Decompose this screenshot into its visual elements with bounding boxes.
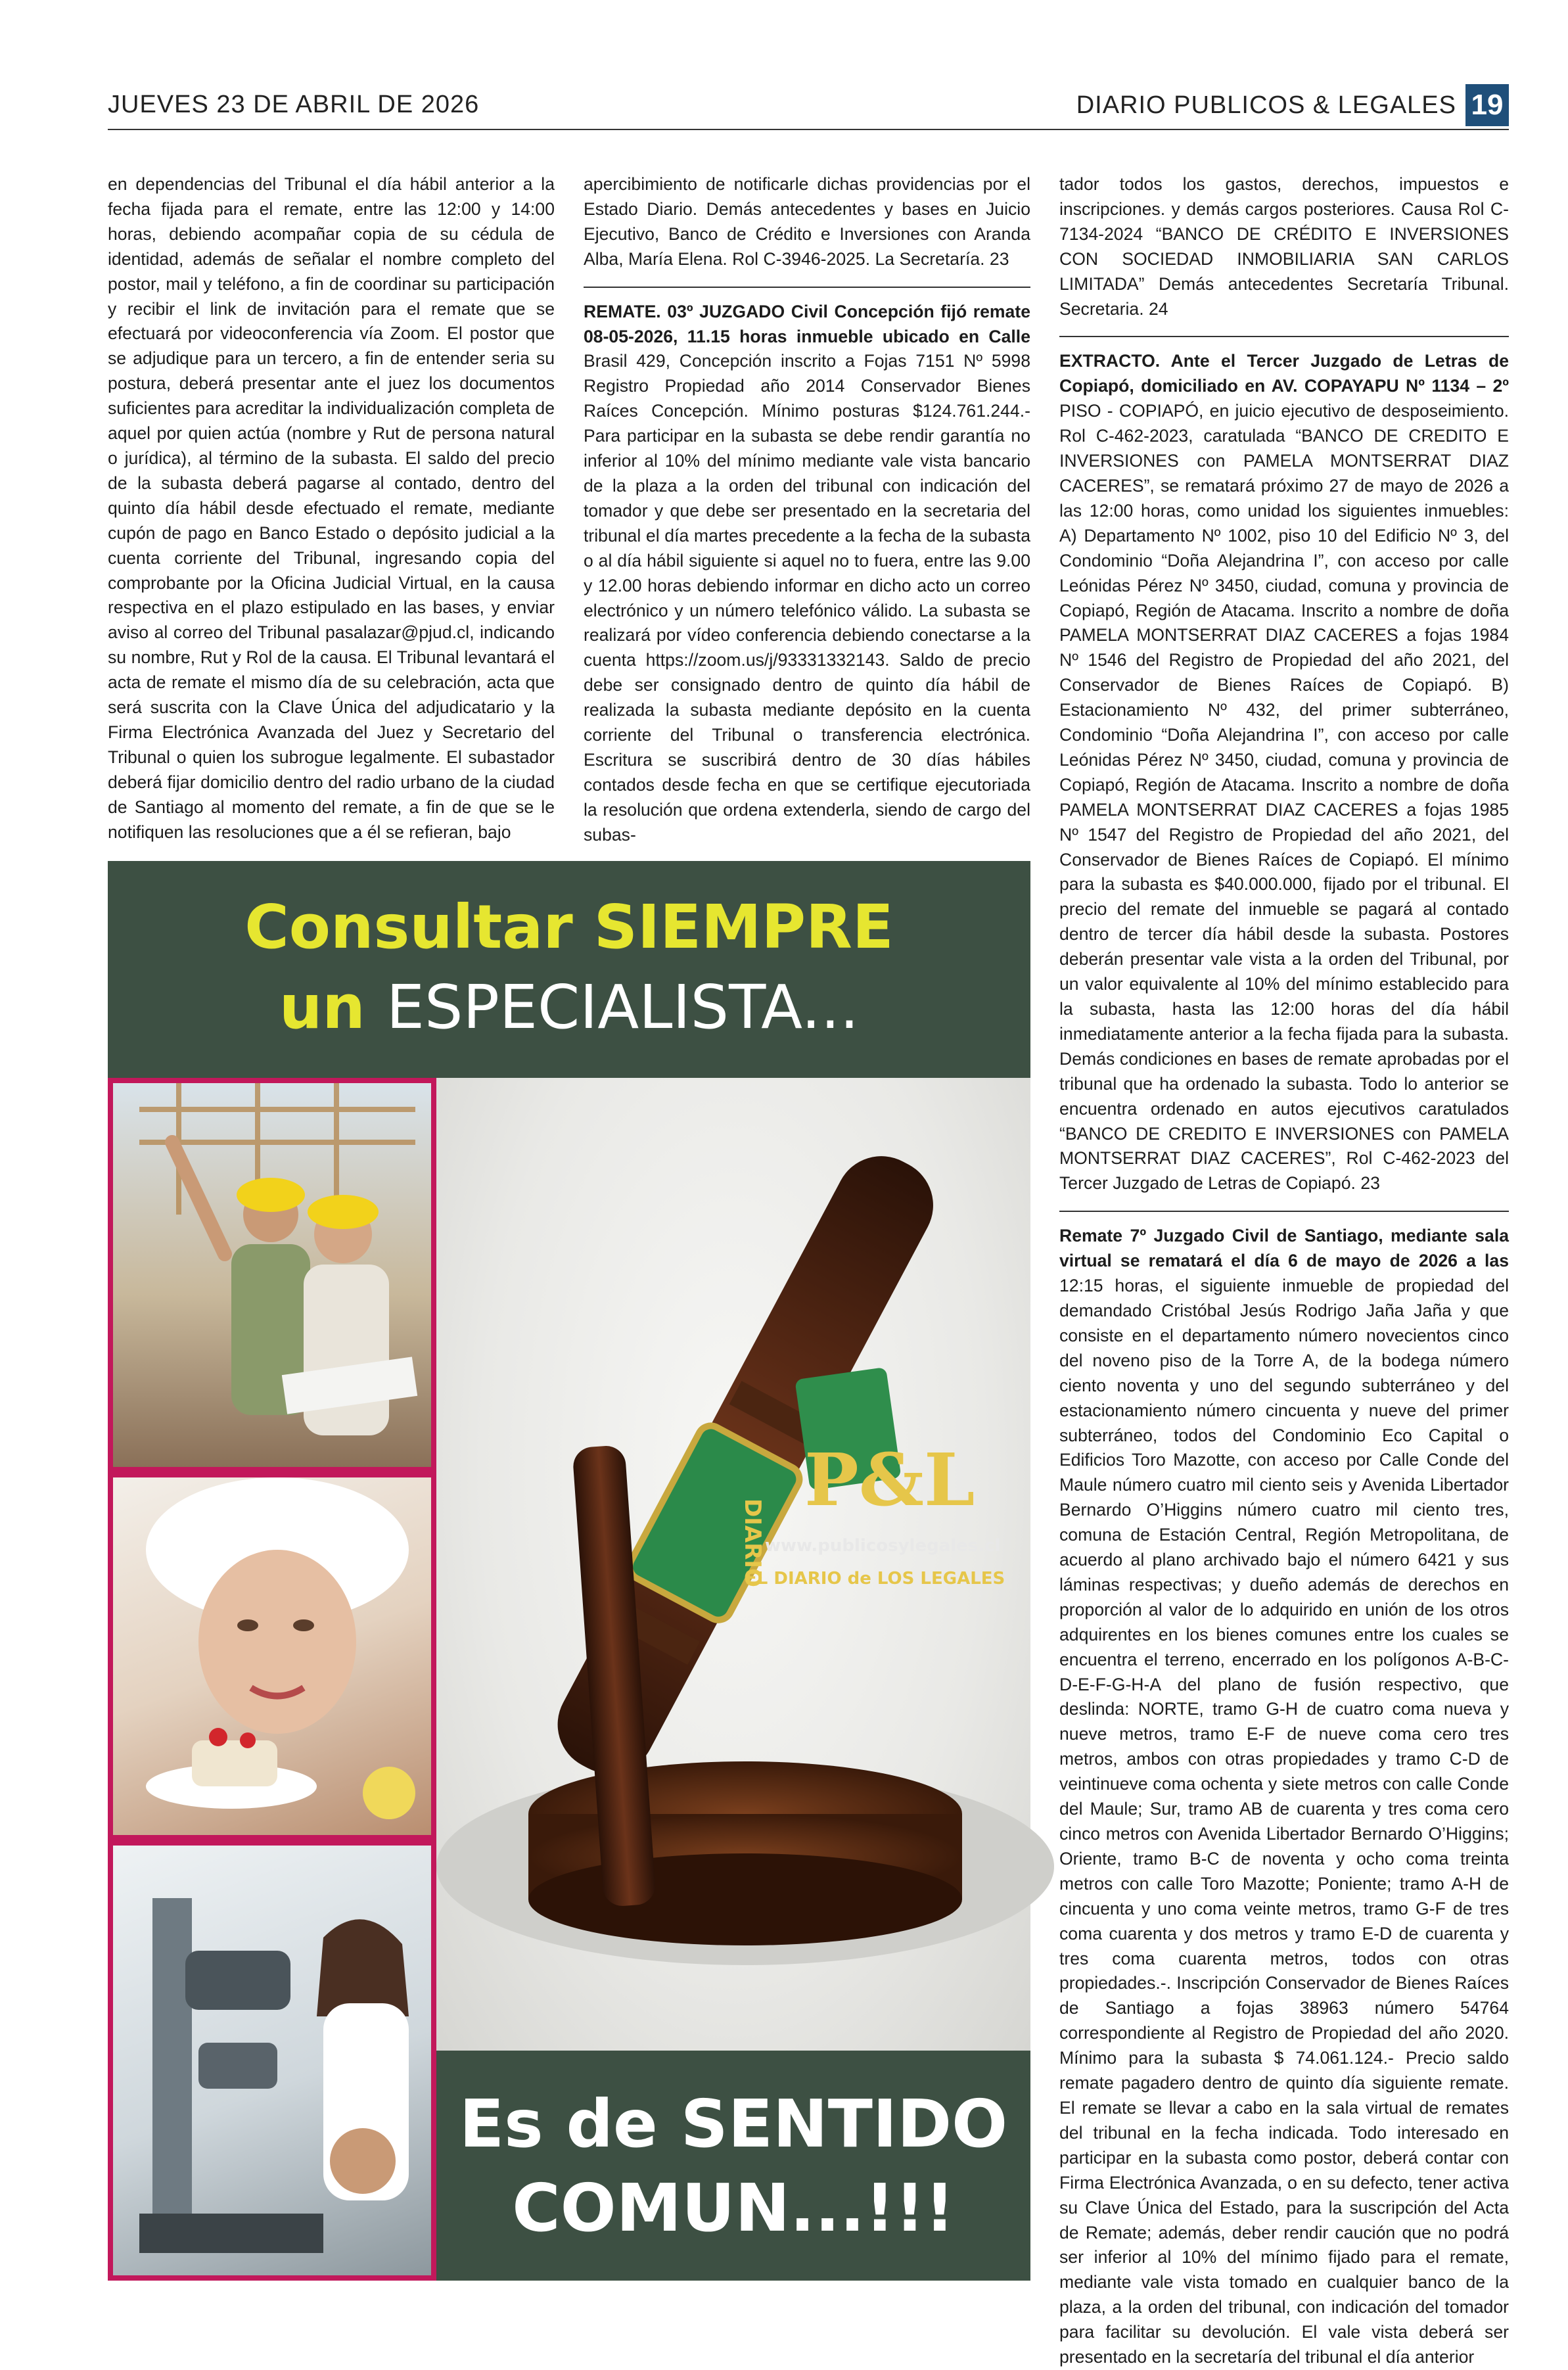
- notice-heading: REMATE. 03º JUZGADO Civil Concepción fijó remate 08-05-2026, 11.15 horas inmueble ubicado en Calle: [584, 301, 1030, 346]
- header-rule: [108, 129, 1509, 130]
- header-date: JUEVES 23 DE ABRIL DE 2026: [108, 91, 480, 118]
- column-3: [1059, 172, 1509, 2367]
- ad-slogan-line1: Es de SENTIDO: [459, 2085, 1008, 2162]
- specialist-advertisement: [108, 861, 1030, 2281]
- ad-headline-especialista: ESPECIALISTA...: [386, 972, 860, 1042]
- column-2: [584, 172, 1030, 845]
- ad-headline-line1: Consultar SIEMPRE: [244, 892, 894, 962]
- gavel-side-text: DIARIO: [739, 1499, 766, 1587]
- ad-headline: [108, 887, 1030, 1048]
- notice-body: 12:15 horas, el siguiente inmueble de propiedad del demandado Cristóbal Jesús Rodrigo Jaña Jaña y que consiste en el departamento número novecientos cinco del noveno piso de la Torre A, de la bodega número ciento noventa y uno del segundo subterráneo y del estacionamiento número cincuenta y nueve del primer subterráneo, todos del Condominio Eco Capital o Edificios Toro Mazotte, con acceso por Calle Conde del Maule número cuatro mil ciento seis y Avenida Libertador Bernardo O’Higgins número cuatro mil ciento tres, comuna de Estación Central, Región Metropolitana, de acuerdo al plano archivado bajo el número 6421 y sus láminas respectivas; y dueño además de derechos en proporción al valor de lo adquirido en unión de los otros adquirentes en los bienes comunes entre los cuales se encuentra el terreno, encerrado en los polígonos A-B-C-D-E-F-G-H-A del plano de fusión respectivo, que deslinda: NORTE, tramo G-H de cuatro coma nueva y nueve metros, tramo E-F de nueve coma cero tres metros, ambos con otras propiedades y tramo C-D de veintinueve coma ochenta y siete metros con calle Conde del Maule; Sur, tramo AB de cuarenta y tres coma cero cinco metros con Avenida Libertador Bernardo O’Higgins; Oriente, tramo B-C de noventa y ocho coma treinta metros con calle Toro Mazotte; Poniente; tramo A-H de cincuenta y uno coma veinte metros, tramo G-F de tres coma cuarenta y dos metros y tramo E-D de cuarenta y tres coma cuarenta metros, todos con otras propiedades.-. Inscripción Conservador de Bienes Raíces de Santiago a fojas 38963 número 54764 correspondiente al Registro de Propiedad del año 2020. Mínimo para la subasta $ 74.061.124.- Precio saldo remate pagadero dentro de quinto día siguiente remate. El remate se llevar a cabo en la sala virtual de remates del tribunal en la fecha indicada. Todo interesado en participar en la subasta como postor, deberá contar con Firma Electrónica Avanzada, o en su defecto, tener activa su Clave Única del Estado, para la suscripción del Acta de Remate; además, deber rendir caución que no podrá ser inferior al 10% del mínimo fijado para el remate, mediante vale vista tomado en cualquier banco de la plaza, a la orden del tribunal, con indicación del tomador para facilitar su devolución. El vale vista deberá ser presentado en la secretaría del tribunal el día anterior: [1059, 1276, 1509, 2367]
- gavel-tagline-text: EL DIARIO de LOS LEGALES: [745, 1569, 1005, 1589]
- notice-remate-santiago: [1059, 1224, 1509, 2370]
- notice-separator: [1059, 336, 1509, 337]
- column-1: [108, 172, 555, 842]
- notice-heading: EXTRACTO. Ante el Tercer Juzgado de Letras de Copiapó, domiciliado en AV. COPAYAPU Nº 1134 – 2º: [1059, 351, 1509, 396]
- publication-name: DIARIO PUBLICOS & LEGALES: [1076, 91, 1456, 119]
- photo-chef: [108, 1472, 436, 1840]
- notice-continuation-text: tador todos los gastos, derechos, impuestos e inscripciones. y demás cargos posteriores. Causa Rol C-7134-2024 “BANCO DE CRÉDITO E INVERSIONES CON SOCIEDAD INMOBILIARIA SAN CARLOS LIMITADA” Demás antecedentes Secretaría Tribunal. Secretaria. 24: [1059, 174, 1509, 319]
- notice-body: Brasil 429, Concepción inscrito a Fojas 7151 Nº 5998 Registro Propiedad año 2014 Conservador Bienes Raíces Concepción. Mínimo posturas $124.761.244.- Para participar en la subasta se debe rendir garantía no inferior al 10% del mínimo mediante vale vista bancario de la plaza a la orden del tribunal con indicación del tomador y que debe ser presentado en la secretaria del tribunal el día martes precedente a la fecha de la subasta o al día hábil siguiente si aquel no to fuera, entre las 9.00 y 12.00 horas debiendo informar en dicho acto un correo electrónico y un número telefónico válido. La subasta se realizará por vídeo conferencia debiendo conectarse a la cuenta https://zoom.us/j/93331332143. Saldo de precio debe ser consignado dentro de quinto día hábil de realizada la subasta mediante depósito en la cuenta corriente del Tribunal o transferencia electrónica. Escritura se suscribirá dentro de 30 días hábiles contados desde fecha en que se certifique ejecutoriada la resolución que ordena extenderla, siendo de cargo del subas-: [584, 351, 1030, 845]
- gavel-logo-text: P&L: [804, 1437, 975, 1522]
- notice-extracto-copiapo: [1059, 349, 1509, 1196]
- header-publication-block: [1076, 85, 1509, 125]
- ad-headline-un: un: [279, 972, 365, 1042]
- ad-headline-line2: [108, 967, 1030, 1048]
- photo-gavel: [436, 1078, 1030, 2051]
- notice-separator: [1059, 1211, 1509, 1212]
- notice-continuation-text: apercibimiento de notificarle dichas providencias por el Estado Diario. Demás antecedentes y bases en Juicio Ejecutivo, Banco de Crédito e Inversiones con Aranda Alba, María Elena. Rol C-3946-2025. La Secretaría. 23: [584, 174, 1030, 269]
- notice-body: PISO - COPIAPÓ, en juicio ejecutivo de desposeimiento. Rol C-462-2023, caratulada “BANCO DE CREDITO E INVERSIONES con PAMELA MONTSERRAT DIAZ CACERES”, se rematará próximo 27 de mayo de 2026 a las 12:00 horas, como unidad los siguientes inmuebles: A) Departamento Nº 1002, piso 10 del Edificio Nº 3, del Condominio “Doña Alejandrina I”, con acceso por calle Leónidas Pérez Nº 3450, ciudad, comuna y provincia de Copiapó, Región de Atacama. Inscrito a nombre de doña PAMELA MONTSERRAT DIAZ CACERES a fojas 1984 Nº 1546 del Registro de Propiedad del año 2021, del Conservador de Bienes Raíces de Copiapó. B) Estacionamiento Nº 432, del primer subterráneo, Condominio “Doña Alejandrina I”, con acceso por calle Leónidas Pérez Nº 3450, ciudad, comuna y provincia de Copiapó, Región de Atacama. Inscrito a nombre de doña PAMELA MONTSERRAT DIAZ CACERES a fojas 1985 Nº 1547 del Registro de Propiedad del año 2021, del Conservador de Bienes Raíces de Copiapó. El mínimo para la subasta es $40.000.000, fijado por el tribunal. El precio del remate del inmueble se pagará al contado dentro de tercer día hábil desde la subasta. Postores deberán presentar vale vista a la orden del Tribunal, por un valor equivalente al 10% del mínimo establecido para la subasta, hasta las 12:00 horas del día hábil inmediatamente anterior a la fecha fijada para la subasta. Demás condiciones en bases de remate aprobadas por el tribunal que ha ordenado la subasta. Todo lo anterior se encuentra ordenado en autos ejecutivos caratulados “BANCO DE CREDITO E INVERSIONES con PAMELA MONTSERRAT DIAZ CACERES”, Rol C-462-2023 del Tercer Juzgado de Letras de Copiapó. 23: [1059, 401, 1509, 1194]
- notice-heading: Remate 7º Juzgado Civil de Santiago, mediante sala virtual se rematará el día 6 de mayo de 2026 a las: [1059, 1226, 1509, 1271]
- photo-optometrist: [108, 1840, 436, 2281]
- ad-slogan: [436, 2051, 1030, 2281]
- ad-slogan-line2: COMUN...!!!: [512, 2170, 955, 2246]
- notice-continuation-text: en dependencias del Tribunal el día hábil anterior a la fecha fijada para el remate, entre las 12:00 y 14:00 horas, debiendo acompañar copia de su cédula de identidad, además de señalar el nombre completo del postor, mail y teléfono, a fin de coordinar su participación y recibir el link de invitación para el remate que se efectuará por videoconferencia vía Zoom. El postor que se adjudique para un tercero, a fin de entender seria su postura, deberá presentar ante el juez los documentos suficientes para acreditar la individualización completa de aquel por quien actúa (nombre y Rut de persona natural o jurídica), al término de la subasta. El saldo del precio de la subasta deberá pagarse al contado, dentro del quinto día hábil desde efectuado el remate, mediante cupón de pago en Banco Estado o depósito judicial a la cuenta corriente del Tribunal, ingresando copia del comprobante por la Oficina Judicial Virtual, en la causa respectiva en el plazo estipulado en las bases, y enviar aviso al correo del Tribunal pasalazar@pjud.cl, indicando su nombre, Rut y Rol de la causa. El Tribunal levantará el acta de remate el mismo día de su celebración, acta que será suscrita con la Clave Única del adjudicatario y la Firma Electrónica Avanzada del Juez y Secretario del Tribunal o quien los subrogue legalmente. El subastador deberá fijar domicilio dentro del radio urbano de la ciudad de Santiago al momento del remate, a fin de que se le notifiquen las resoluciones que a él se refieran, bajo: [108, 174, 555, 842]
- page-number: 19: [1465, 84, 1509, 126]
- notice-remate-concepcion: [584, 300, 1030, 848]
- gavel-web-text: www.publicosylegales.cl: [765, 1536, 1001, 1556]
- notice-separator: [584, 287, 1030, 288]
- photo-construction-workers: [108, 1078, 436, 1472]
